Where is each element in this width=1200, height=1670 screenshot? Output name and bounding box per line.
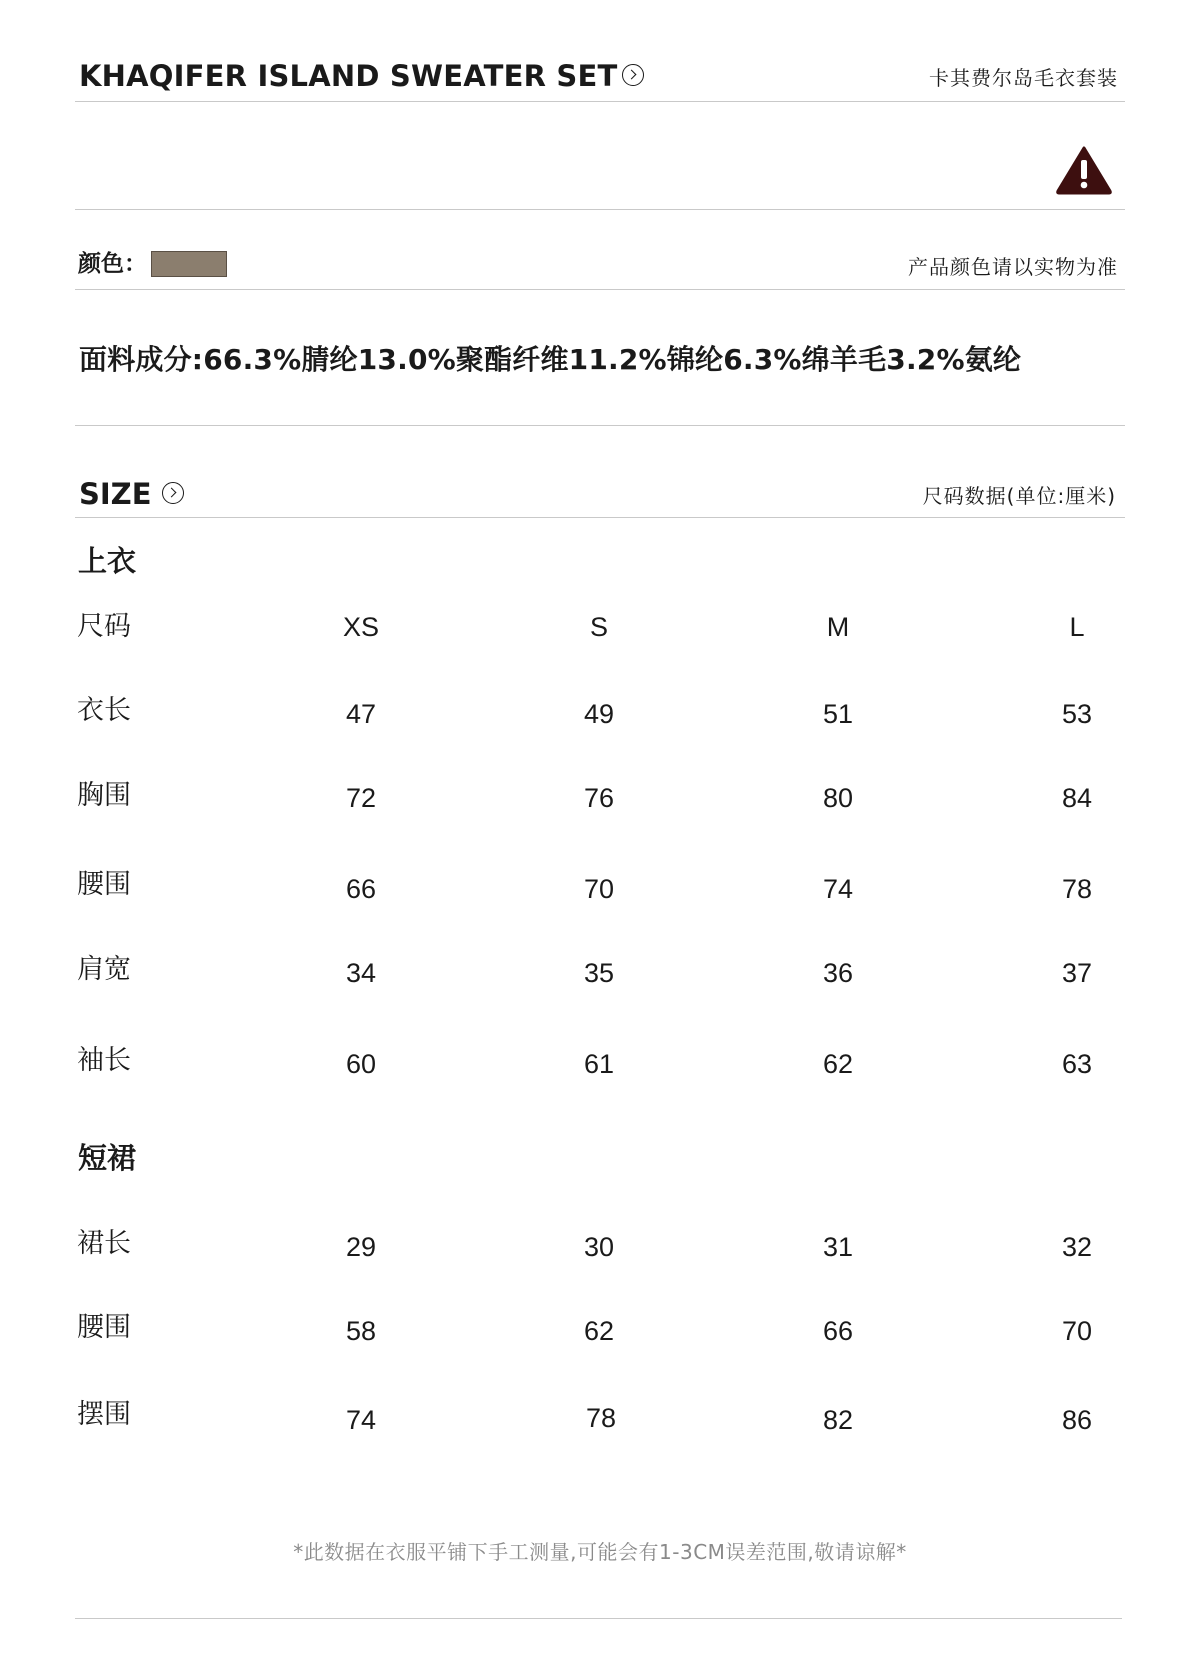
size-title: SIZE bbox=[79, 477, 152, 511]
divider bbox=[75, 517, 1125, 518]
product-name-cn: 卡其费尔岛毛衣套装 bbox=[929, 66, 1118, 90]
size-header-xs: XS bbox=[342, 612, 380, 642]
table-cell: 53 bbox=[1061, 699, 1093, 729]
table-cell: 74 bbox=[345, 1405, 377, 1435]
row-label-hem: 摆围 bbox=[77, 1399, 131, 1430]
size-unit-note: 尺码数据(单位:厘米) bbox=[922, 484, 1116, 508]
table-cell: 60 bbox=[345, 1049, 377, 1079]
table-cell: 78 bbox=[1061, 874, 1093, 904]
table-cell: 62 bbox=[822, 1049, 854, 1079]
table-cell: 31 bbox=[822, 1232, 854, 1262]
table-cell: 66 bbox=[822, 1316, 854, 1346]
table-cell: 36 bbox=[822, 958, 854, 988]
warning-triangle-icon bbox=[1055, 145, 1113, 195]
table-cell: 30 bbox=[583, 1232, 615, 1262]
color-disclaimer: 产品颜色请以实物为准 bbox=[908, 255, 1118, 279]
divider bbox=[75, 209, 1125, 210]
table-cell: 70 bbox=[1061, 1316, 1093, 1346]
table-cell: 49 bbox=[583, 699, 615, 729]
table-cell: 76 bbox=[583, 783, 615, 813]
product-title: KHAQIFER ISLAND SWEATER SET bbox=[79, 59, 618, 93]
table-cell: 63 bbox=[1061, 1049, 1093, 1079]
product-title-row bbox=[79, 56, 644, 96]
size-title-row bbox=[79, 474, 184, 514]
table-cell: 32 bbox=[1061, 1232, 1093, 1262]
table-cell: 62 bbox=[583, 1316, 615, 1346]
table-cell: 34 bbox=[345, 958, 377, 988]
divider bbox=[75, 289, 1125, 290]
table-cell: 35 bbox=[583, 958, 615, 988]
row-label-waist: 腰围 bbox=[77, 869, 131, 900]
measurement-disclaimer: *此数据在衣服平铺下手工测量,可能会有1-3CM误差范围,敬请谅解* bbox=[293, 1540, 907, 1564]
divider bbox=[75, 101, 1125, 102]
chevron-circle-right-icon[interactable] bbox=[622, 64, 644, 86]
row-label-sleeve: 袖长 bbox=[77, 1045, 131, 1076]
table-cell: 86 bbox=[1061, 1405, 1093, 1435]
section-title-top: 上衣 bbox=[78, 544, 137, 578]
size-header-l: L bbox=[1069, 612, 1085, 642]
color-label: 颜色： bbox=[78, 251, 147, 277]
table-cell: 82 bbox=[822, 1405, 854, 1435]
table-cell: 70 bbox=[583, 874, 615, 904]
table-cell: 29 bbox=[345, 1232, 377, 1262]
table-cell: 66 bbox=[345, 874, 377, 904]
table-cell: 80 bbox=[822, 783, 854, 813]
divider bbox=[75, 1618, 1122, 1619]
row-label-skirt-waist: 腰围 bbox=[77, 1312, 131, 1343]
table-cell: 74 bbox=[822, 874, 854, 904]
divider bbox=[75, 425, 1125, 426]
row-label-shoulder: 肩宽 bbox=[77, 954, 131, 985]
row-label-length: 衣长 bbox=[77, 695, 131, 726]
table-cell: 78 bbox=[585, 1403, 617, 1433]
table-cell: 84 bbox=[1061, 783, 1093, 813]
chevron-circle-right-icon[interactable] bbox=[162, 482, 184, 504]
size-header-m: M bbox=[826, 612, 850, 642]
color-swatch[interactable] bbox=[151, 251, 227, 277]
table-cell: 37 bbox=[1061, 958, 1093, 988]
fabric-composition: 面料成分:66.3%腈纶13.0%聚酯纤维11.2%锦纶6.3%绵羊毛3.2%氨纶 bbox=[79, 343, 1022, 376]
table-cell: 51 bbox=[822, 699, 854, 729]
table-cell: 72 bbox=[345, 783, 377, 813]
size-header-s: S bbox=[589, 612, 608, 642]
table-cell: 47 bbox=[345, 699, 377, 729]
row-label-chest: 胸围 bbox=[77, 780, 131, 811]
table-cell: 58 bbox=[345, 1316, 377, 1346]
section-title-skirt: 短裙 bbox=[78, 1141, 137, 1175]
size-header-label: 尺码 bbox=[77, 611, 131, 642]
row-label-skirt-length: 裙长 bbox=[77, 1228, 131, 1259]
table-cell: 61 bbox=[583, 1049, 615, 1079]
